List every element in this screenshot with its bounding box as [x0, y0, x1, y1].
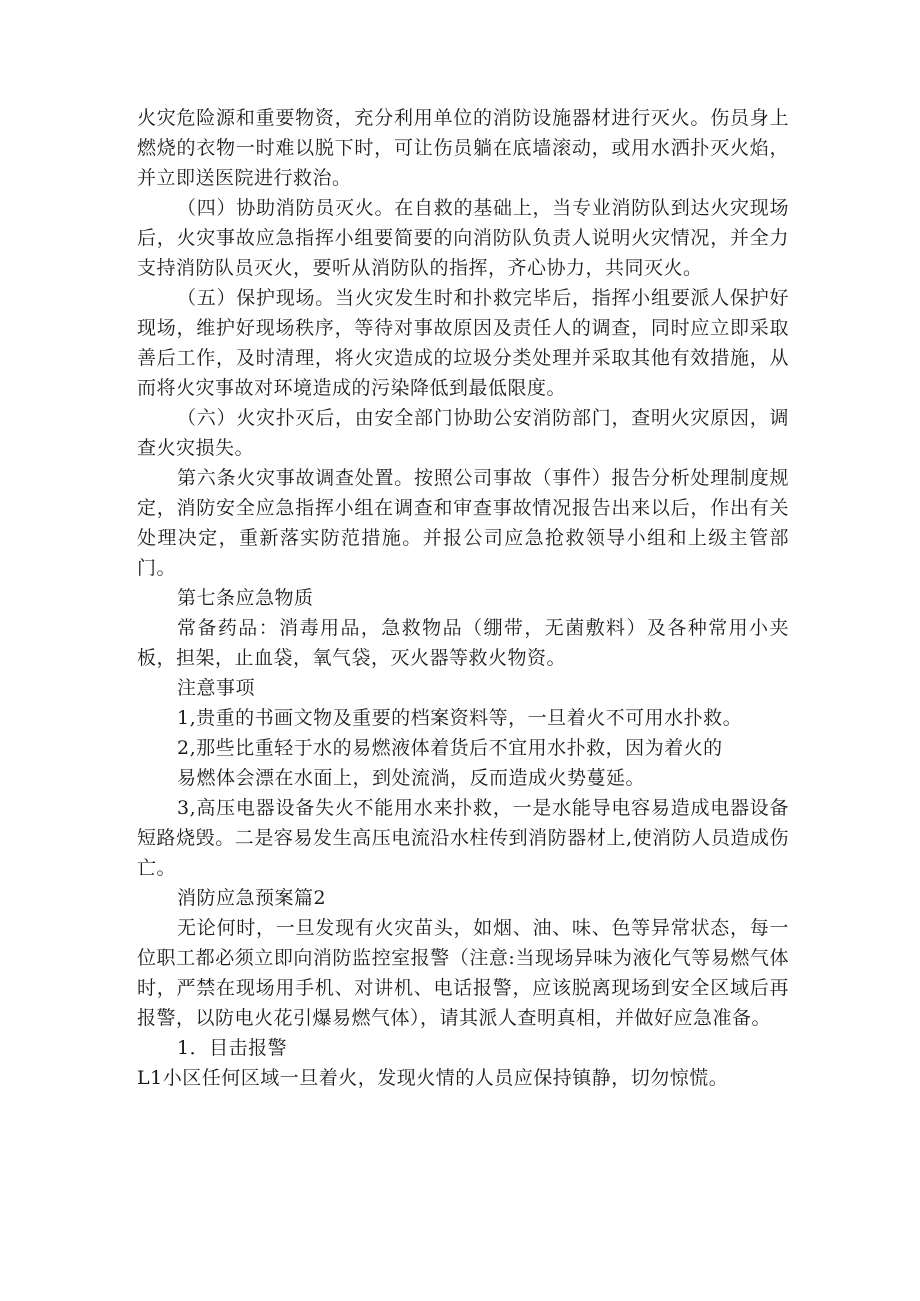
paragraph-stay-calm: L1小区任何区域一旦着火，发现火情的人员应保持镇静，切勿惊慌。: [137, 1067, 729, 1089]
paragraph-report-fire: 无论何时，一旦发现有火灾苗头，如烟、油、味、色等异常状态，每一位职工都必须立即向消防监控室报警（注意:当现场异味为液化气等易燃气体时，严禁在现场用手机、对讲机、电话报警，应该脱离现场到安全区域后再报警，以防电火花引爆易燃气体），请其派人查明真相，并做好应急准备。: [137, 917, 789, 1029]
paragraph-fire-hazard-continuation: 火灾危险源和重要物资，充分利用单位的消防设施器材进行灭火。伤员身上燃烧的衣物一时难以脱下时，可让伤员躺在底墙滚动，或用水洒扑灭火焰，并立即送医院进行救治。: [137, 107, 789, 189]
paragraph-article-six: 第六条火灾事故调查处置。按照公司事故（事件）报告分析处理制度规定，消防安全应急指挥小组在调查和审查事故情况报告出来以后，作出有关处理决定，重新落实防范措施。并报公司应急抢救领导小组和上级主管部门。: [137, 467, 789, 579]
list-item-precaution-2-line-1: 2,那些比重轻于水的易燃液体着货后不宜用水扑救，因为着火的: [177, 737, 723, 759]
document-body: [137, 103, 789, 1093]
list-item-precaution-1: 1,贵重的书画文物及重要的档案资料等，一旦着火不可用水扑救。: [177, 707, 743, 729]
paragraph-after-extinguish: （六）火灾扑灭后，由安全部门协助公安消防部门，查明火灾原因，调查火灾损失。: [137, 407, 789, 459]
heading-plan-part-2: 消防应急预案篇2: [177, 887, 327, 909]
paragraph-protect-scene: （五）保护现场。当火灾发生时和扑救完毕后，指挥小组要派人保护好现场，维护好现场秩序，等待对事故原因及责任人的调查，同时应立即采取善后工作，及时清理，将火灾造成的垃圾分类处理并采取其他有效措施，从而将火灾事故对环境造成的污染降低到最低限度。: [137, 287, 789, 399]
list-item-precaution-3: 3,高压电器设备失火不能用水来扑救，一是水能导电容易造成电器设备短路烧毁。二是容易发生高压电流沿水柱传到消防器材上,使消防人员造成伤亡。: [137, 797, 789, 879]
heading-witness-report: 1．目击报警: [177, 1037, 288, 1059]
list-item-precaution-2-line-2: 易燃体会漂在水面上，到处流淌，反而造成火势蔓延。: [177, 767, 646, 789]
paragraph-assist-firefighters: （四）协助消防员灭火。在自救的基础上，当专业消防队到达火灾现场后，火灾事故应急指挥小组要简要的向消防队负责人说明火灾情况，并全力支持消防队员灭火，要听从消防队的指挥，齐心协力，共同灭火。: [137, 197, 789, 279]
heading-precautions: 注意事项: [177, 677, 256, 699]
paragraph-emergency-supplies: 常备药品：消毒用品，急救物品（绷带，无菌敷料）及各种常用小夹板，担架，止血袋，氧气袋，灭火器等救火物资。: [137, 617, 789, 669]
heading-article-seven: 第七条应急物质: [177, 587, 314, 609]
